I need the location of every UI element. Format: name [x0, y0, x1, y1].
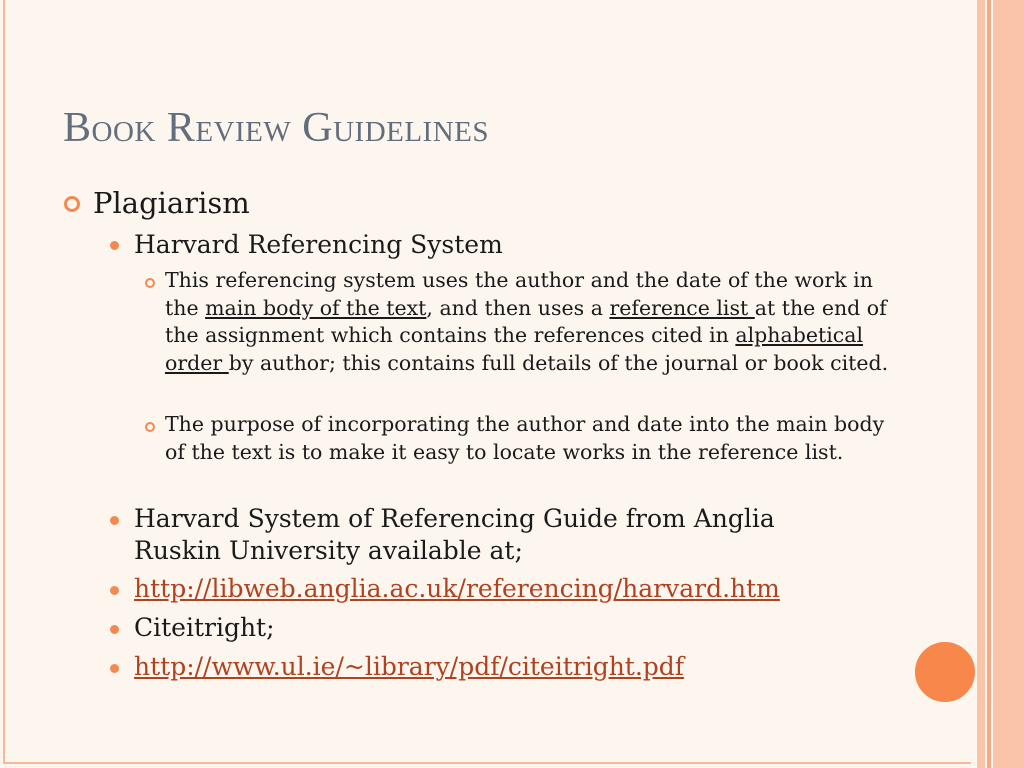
anglia-harvard-link[interactable]: http://libweb.anglia.ac.uk/referencing/harvard.htm [134, 574, 780, 603]
para1-text-3: at the end of the assignment which contains the references cited in [165, 295, 887, 347]
citeitright-text: Citeitright; [134, 613, 275, 642]
dot-bullet-icon [110, 625, 119, 634]
guide-text: Harvard System of Referencing Guide from Anglia Ruskin University available at; [134, 504, 775, 565]
small-ring-bullet-icon [145, 422, 155, 432]
dot-bullet-icon [110, 664, 119, 673]
underline-alphabetical-order: alphabetical order [165, 323, 864, 375]
decor-stripe [993, 0, 1024, 768]
underline-reference-list: reference list [609, 295, 755, 320]
slide-title: Book Review Guidelines [63, 105, 490, 151]
decor-circle [913, 640, 977, 704]
paragraph-referencing-system [165, 267, 895, 377]
ring-bullet-icon [64, 196, 80, 212]
subheading-harvard: Harvard Referencing System [134, 230, 503, 259]
para1-text-1: This referencing system uses the author and the date of the work in the [165, 268, 873, 320]
paragraph-purpose: The purpose of incorporating the author and date into the main body of the text is to make it easy to locate works in the reference list. [165, 412, 885, 464]
dot-bullet-icon [110, 586, 119, 595]
para1-text-4: by author; this contains full details of the journal or book cited. [228, 350, 889, 375]
dot-bullet-icon [110, 516, 119, 525]
heading-plagiarism: Plagiarism [93, 186, 250, 220]
dot-bullet-icon [110, 241, 119, 250]
citeitright-pdf-link[interactable]: http://www.ul.ie/~library/pdf/citeitright.pdf [134, 652, 685, 681]
citeitright-link-item [134, 651, 864, 683]
decor-stripe [977, 0, 985, 768]
para1-text-2: , and then uses a [426, 295, 610, 320]
guide-link-item [134, 573, 864, 605]
underline-main-body: main body of the text [205, 295, 427, 320]
small-ring-bullet-icon [145, 278, 155, 288]
